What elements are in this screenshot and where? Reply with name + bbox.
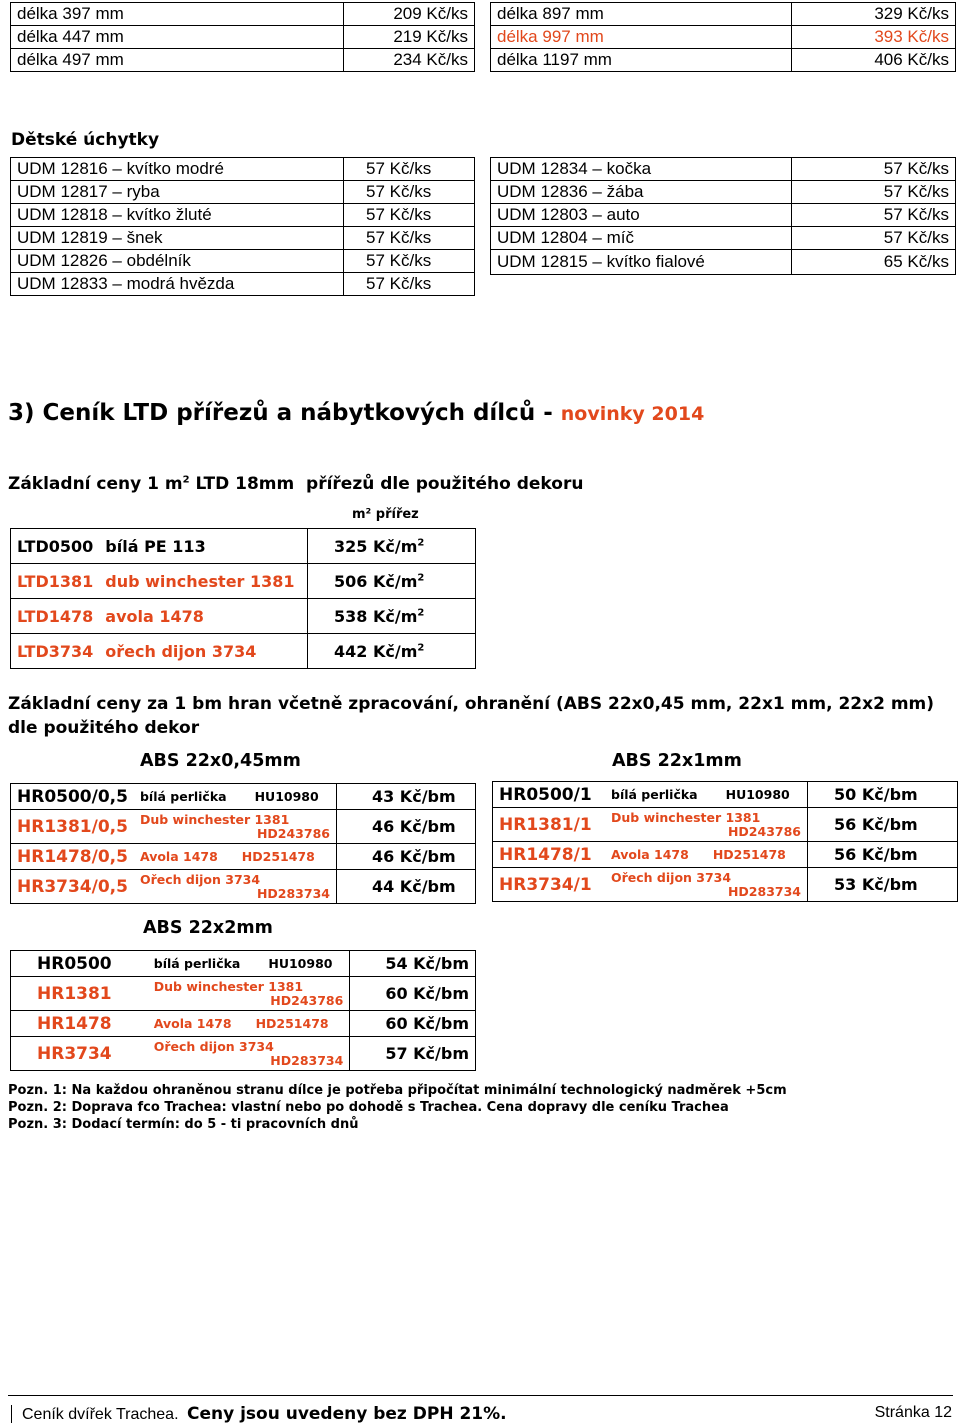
edge-heading: Základní ceny za 1 bm hran včetně zpracování, ohranění (ABS 22x0,45 mm, 22x1 mm, 22x2 mm) dle použitého dekor <box>8 694 935 738</box>
kids-label: UDM 12833 – modrá hvězda <box>11 273 344 296</box>
hr-decor <box>605 782 808 808</box>
hr-price: 60 Kč/bm <box>350 1011 476 1037</box>
hr-decor <box>134 870 337 904</box>
hr-decor-hd: HD243786 <box>727 824 801 839</box>
hr-price: 46 Kč/bm <box>336 810 475 844</box>
table-row <box>11 49 475 72</box>
length-price: 406 Kč/ks <box>792 49 956 72</box>
ltd-code: LTD3734 <box>11 634 100 669</box>
hr-code: HR0500 <box>11 951 148 977</box>
length-price: 329 Kč/ks <box>792 3 956 26</box>
table-row <box>493 782 958 808</box>
hr-decor-hd: HU10980 <box>268 956 333 971</box>
lengths-table-right <box>490 2 956 72</box>
kids-price: 57 Kč/ks <box>792 181 956 204</box>
table-row <box>11 181 475 204</box>
hr-decor-hd: HD283734 <box>270 1053 344 1068</box>
hr-decor <box>605 808 808 842</box>
footer-rule <box>8 1395 953 1396</box>
hr-decor <box>134 810 337 844</box>
ltd-name: dub winchester 1381 <box>99 564 307 599</box>
kids-label: UDM 12826 – obdélník <box>11 250 344 273</box>
table-row <box>11 564 476 599</box>
ltd-name: avola 1478 <box>99 599 307 634</box>
kids-table-right <box>490 157 956 275</box>
ltd-col-head: m² přířez <box>352 507 419 522</box>
footer <box>22 1404 952 1424</box>
ltd-price <box>308 564 476 599</box>
hr-price: 60 Kč/bm <box>350 977 476 1011</box>
note-3: Pozn. 3: Dodací termín: do 5 - ti pracovních dnů <box>8 1117 359 1132</box>
hr-price: 46 Kč/bm <box>336 844 475 870</box>
hr-decor-name: Dub winchester 1381 <box>139 812 290 827</box>
length-label: délka 997 mm <box>491 26 792 49</box>
hr-price: 53 Kč/bm <box>808 868 958 902</box>
hr-decor-hd: HD251478 <box>241 849 315 864</box>
ltd-price-text: 442 Kč/m <box>334 641 418 661</box>
hr-decor-name: Dub winchester 1381 <box>153 979 304 994</box>
kids-price: 57 Kč/ks <box>344 227 475 250</box>
hr-decor <box>605 868 808 902</box>
table-row <box>491 49 956 72</box>
section-title <box>8 400 704 426</box>
notes <box>8 1082 787 1133</box>
kids-price: 57 Kč/ks <box>792 204 956 227</box>
kids-table-left <box>10 157 475 296</box>
hr-decor-hd: HD243786 <box>270 993 344 1008</box>
table-row <box>11 158 475 181</box>
table-row <box>11 529 476 564</box>
note-1: Pozn. 1: Na každou ohraněnou stranu dílce je potřeba připočítat minimální technologický nadměrek +5cm <box>8 1083 787 1098</box>
footer-page: Stránka 12 <box>874 1404 952 1421</box>
ltd-price <box>308 634 476 669</box>
kids-price: 57 Kč/ks <box>792 227 956 250</box>
hr-decor-name: Ořech dijon 3734 <box>611 870 732 885</box>
hr-price: 54 Kč/bm <box>350 951 476 977</box>
ltd-price <box>308 529 476 564</box>
hr-price: 56 Kč/bm <box>808 842 958 868</box>
hr-code: HR1478/0,5 <box>11 844 134 870</box>
ltd-code: LTD1381 <box>11 564 100 599</box>
hr-decor-name: bílá perlička <box>611 787 698 802</box>
lengths-table-left <box>10 2 475 72</box>
hr-decor-hd: HU10980 <box>254 789 319 804</box>
table-row <box>491 3 956 26</box>
kids-price: 57 Kč/ks <box>344 158 475 181</box>
hr-code: HR3734 <box>11 1037 148 1071</box>
kids-label: UDM 12819 – šnek <box>11 227 344 250</box>
hr-code: HR0500/1 <box>493 782 606 808</box>
kids-price: 57 Kč/ks <box>344 250 475 273</box>
hr-price: 57 Kč/bm <box>350 1037 476 1071</box>
ltd-price-sup: 2 <box>417 607 425 619</box>
table-row <box>11 204 475 227</box>
hr-code: HR3734/1 <box>493 868 606 902</box>
hr-decor-hd: HD251478 <box>255 1016 329 1031</box>
table-row <box>491 250 956 275</box>
kids-label: UDM 12815 – kvítko fialové <box>491 250 792 275</box>
hr-decor-hd: HD251478 <box>712 847 786 862</box>
hr-decor-hd: HU10980 <box>725 787 790 802</box>
hr-decor <box>148 1011 350 1037</box>
hr-price: 43 Kč/bm <box>336 784 475 810</box>
ltd-name: ořech dijon 3734 <box>99 634 307 669</box>
ltd-table <box>10 528 476 669</box>
kids-label: UDM 12804 – míč <box>491 227 792 250</box>
table-row <box>11 951 476 977</box>
kids-price: 65 Kč/ks <box>792 250 956 275</box>
hr-code: HR3734/0,5 <box>11 870 134 904</box>
kids-label: UDM 12803 – auto <box>491 204 792 227</box>
length-label: délka 447 mm <box>11 26 344 49</box>
kids-label: UDM 12817 – ryba <box>11 181 344 204</box>
kids-label: UDM 12834 – kočka <box>491 158 792 181</box>
hr-decor-hd: HD243786 <box>256 826 330 841</box>
ltd-price-sup: 2 <box>417 572 425 584</box>
ltd-price-text: 325 Kč/m <box>334 536 418 556</box>
table-row <box>491 181 956 204</box>
table-row <box>11 250 475 273</box>
footer-vat: Ceny jsou uvedeny bez DPH 21%. <box>186 1404 507 1424</box>
table-row <box>491 204 956 227</box>
length-price: 209 Kč/ks <box>344 3 475 26</box>
hr-decor-name: Avola 1478 <box>611 847 689 862</box>
kids-price: 57 Kč/ks <box>344 273 475 296</box>
table-row <box>11 870 476 904</box>
table-row <box>491 158 956 181</box>
hr-decor-name: bílá perlička <box>139 789 227 804</box>
abs045-title: ABS 22x0,45mm <box>140 751 301 771</box>
hr-decor <box>148 977 350 1011</box>
ltd-name: bílá PE 113 <box>99 529 307 564</box>
abs2-title: ABS 22x2mm <box>143 918 273 938</box>
ltd-heading-post: LTD 18mm přířezů dle použitého dekoru <box>189 474 584 494</box>
table-row <box>493 842 958 868</box>
ltd-price-sup: 2 <box>417 537 425 549</box>
kids-price: 57 Kč/ks <box>344 181 475 204</box>
note-2: Pozn. 2: Doprava fco Trachea: vlastní nebo po dohodě s Trachea. Cena dopravy dle ceníku Trachea <box>8 1100 729 1115</box>
abs2-table <box>10 950 476 1071</box>
hr-decor-name: Avola 1478 <box>153 1016 232 1031</box>
section-title-text: 3) Ceník LTD přířezů a nábytkových dílců - <box>8 400 561 426</box>
hr-decor-hd: HD283734 <box>256 886 330 901</box>
hr-decor <box>148 1037 350 1071</box>
table-row <box>11 977 476 1011</box>
ltd-code: LTD0500 <box>11 529 100 564</box>
table-row <box>11 784 476 810</box>
footer-doc: Ceník dvířek Trachea. <box>22 1406 179 1423</box>
hr-code: HR1381 <box>11 977 148 1011</box>
ltd-price-sup: 2 <box>417 642 425 654</box>
length-price: 219 Kč/ks <box>344 26 475 49</box>
footer-bar <box>11 1405 12 1423</box>
kids-price: 57 Kč/ks <box>344 204 475 227</box>
table-row <box>11 810 476 844</box>
kids-label: UDM 12836 – žába <box>491 181 792 204</box>
table-row <box>11 3 475 26</box>
table-row <box>11 1037 476 1071</box>
abs1-title: ABS 22x1mm <box>612 751 742 771</box>
hr-decor-name: Ořech dijon 3734 <box>153 1039 274 1054</box>
hr-decor-name: Avola 1478 <box>139 849 218 864</box>
ltd-heading <box>8 474 583 494</box>
kids-price: 57 Kč/ks <box>792 158 956 181</box>
length-label: délka 1197 mm <box>491 49 792 72</box>
ltd-price-text: 506 Kč/m <box>334 571 418 591</box>
hr-decor <box>148 951 350 977</box>
length-price: 234 Kč/ks <box>344 49 475 72</box>
table-row <box>491 26 956 49</box>
table-row <box>11 844 476 870</box>
kids-label: UDM 12816 – kvítko modré <box>11 158 344 181</box>
table-row <box>11 227 475 250</box>
table-row <box>11 26 475 49</box>
table-row <box>11 599 476 634</box>
table-row <box>493 808 958 842</box>
kids-label: UDM 12818 – kvítko žluté <box>11 204 344 227</box>
ltd-heading-sup: 2 <box>182 474 190 486</box>
table-row <box>11 634 476 669</box>
table-row <box>491 227 956 250</box>
hr-decor <box>134 784 337 810</box>
hr-decor <box>605 842 808 868</box>
hr-price: 50 Kč/bm <box>808 782 958 808</box>
length-price: 393 Kč/ks <box>792 26 956 49</box>
table-row <box>11 273 475 296</box>
ltd-code: LTD1478 <box>11 599 100 634</box>
ltd-price <box>308 599 476 634</box>
table-row <box>493 868 958 902</box>
ltd-price-text: 538 Kč/m <box>334 606 418 626</box>
length-label: délka 497 mm <box>11 49 344 72</box>
length-label: délka 897 mm <box>491 3 792 26</box>
hr-decor <box>134 844 337 870</box>
kids-title: Dětské úchytky <box>11 130 160 150</box>
hr-code: HR1478/1 <box>493 842 606 868</box>
hr-code: HR1478 <box>11 1011 148 1037</box>
section-title-highlight: novinky 2014 <box>560 403 705 425</box>
ltd-heading-pre: Základní ceny 1 m <box>8 474 183 494</box>
hr-decor-name: Ořech dijon 3734 <box>139 872 261 887</box>
hr-decor-name: Dub winchester 1381 <box>611 810 761 825</box>
hr-code: HR1381/1 <box>493 808 606 842</box>
length-label: délka 397 mm <box>11 3 344 26</box>
hr-code: HR0500/0,5 <box>11 784 134 810</box>
hr-price: 56 Kč/bm <box>808 808 958 842</box>
table-row <box>11 1011 476 1037</box>
abs1-table <box>492 781 958 902</box>
hr-price: 44 Kč/bm <box>336 870 475 904</box>
hr-code: HR1381/0,5 <box>11 810 134 844</box>
hr-decor-name: bílá perlička <box>153 956 241 971</box>
hr-decor-hd: HD283734 <box>727 884 801 899</box>
abs045-table <box>10 783 476 904</box>
